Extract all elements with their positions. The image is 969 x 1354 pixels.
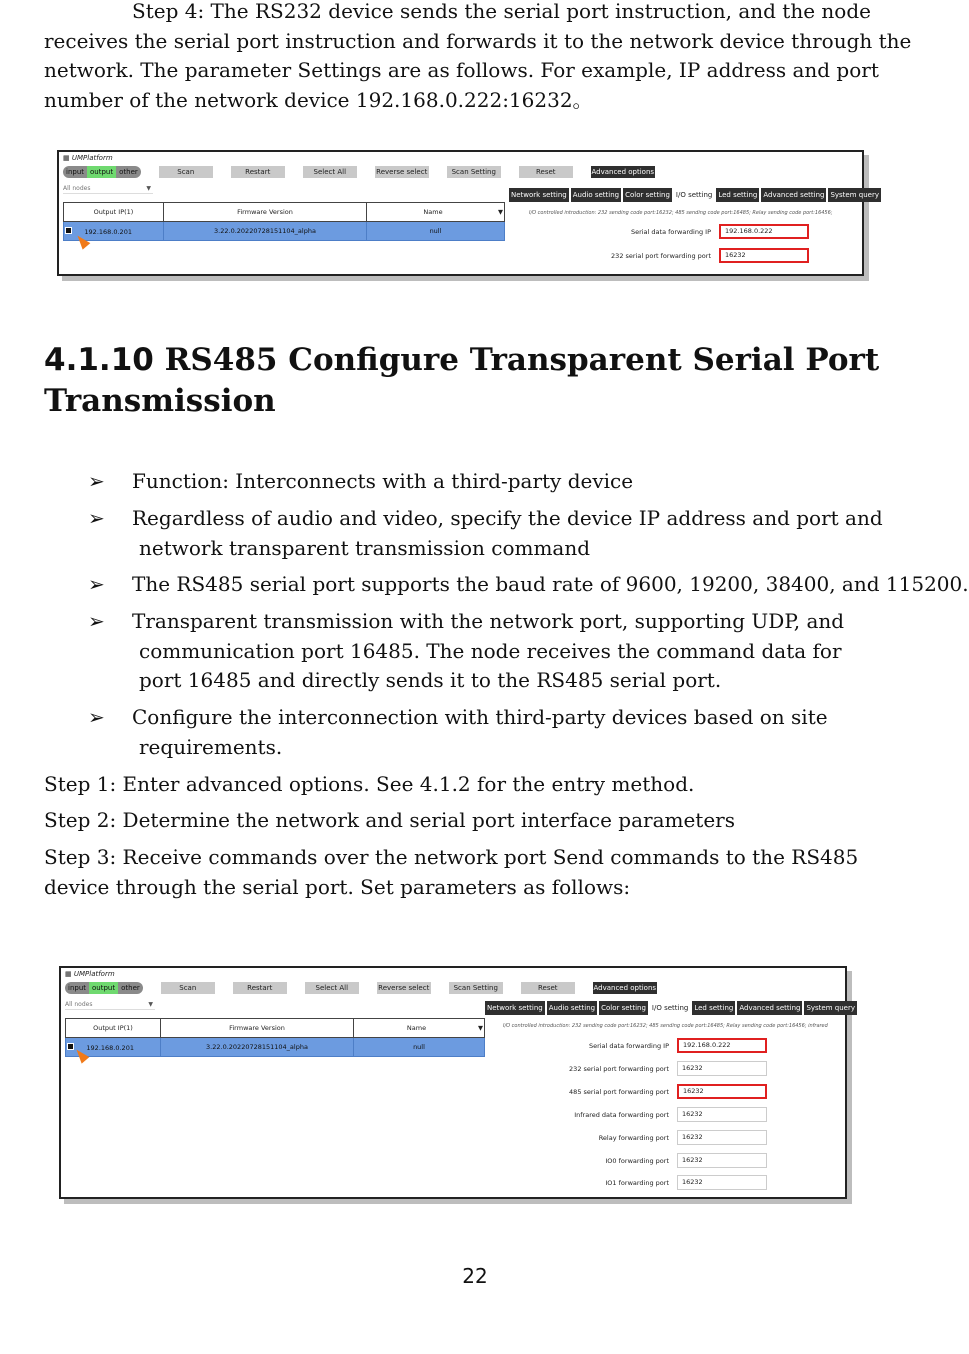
tab-advanced-setting[interactable]: Advanced setting bbox=[737, 1001, 802, 1015]
io1-port-row: IO1 forwarding port 16232 bbox=[527, 1175, 767, 1190]
column-header-name[interactable]: Name ▼ bbox=[367, 203, 505, 222]
settings-tabs bbox=[485, 1001, 859, 1015]
firmware-cell: 3.22.0.20220728151104_alpha bbox=[161, 1038, 354, 1057]
column-header-ip[interactable]: Output IP(1) bbox=[66, 1019, 161, 1038]
tab-io-setting[interactable]: I/O setting bbox=[650, 1001, 690, 1015]
arrow-bullet-icon: ➢ bbox=[88, 609, 105, 633]
port232-row: 232 serial port forwarding port 16232 bbox=[527, 1061, 767, 1076]
segment-input[interactable]: input bbox=[68, 984, 87, 992]
forward-ip-row: Serial data forwarding IP 192.168.0.222 bbox=[569, 224, 809, 239]
tab-audio-setting[interactable]: Audio setting bbox=[547, 1001, 597, 1015]
step1-text: Step 1: Enter advanced options. See 4.1.2 for the entry method. bbox=[44, 772, 695, 796]
arrow-bullet-icon: ➢ bbox=[88, 469, 105, 493]
column-header-name[interactable]: Name ▼ bbox=[354, 1019, 485, 1038]
node-table bbox=[65, 1018, 485, 1057]
forward-ip-input[interactable]: 192.168.0.222 bbox=[719, 224, 809, 239]
checkbox[interactable] bbox=[67, 1043, 74, 1050]
segment-output[interactable]: output bbox=[89, 982, 118, 994]
advanced-options-button[interactable]: Advanced options bbox=[593, 984, 657, 992]
port232-row: 232 serial port forwarding port 16232 bbox=[569, 248, 809, 263]
checkbox[interactable] bbox=[65, 227, 72, 234]
relay-port-input[interactable]: 16232 bbox=[677, 1130, 767, 1145]
select-all-button[interactable]: Select All bbox=[305, 982, 359, 994]
reverse-select-button[interactable]: Reverse select bbox=[376, 168, 428, 176]
tab-color-setting[interactable]: Color setting bbox=[623, 188, 672, 202]
tab-network-setting[interactable]: Network setting bbox=[509, 188, 569, 202]
bullet-item: ➢ The RS485 serial port supports the baud rate of 9600, 19200, 38400, and 115200. bbox=[88, 570, 958, 600]
select-all-button[interactable]: Select All bbox=[303, 166, 357, 178]
chevron-down-icon: ▼ bbox=[498, 208, 503, 216]
chevron-down-icon: ▼ bbox=[146, 185, 151, 192]
io-segment[interactable] bbox=[63, 166, 141, 178]
grid-icon: ▦ bbox=[65, 970, 72, 978]
screenshot-io-setting-2 bbox=[59, 966, 855, 1199]
port232-input[interactable]: 16232 bbox=[719, 248, 809, 263]
node-filter-select[interactable]: All nodes ▼ bbox=[63, 185, 151, 192]
forward-ip-row: Serial data forwarding IP 192.168.0.222 bbox=[527, 1038, 767, 1053]
chevron-down-icon: ▼ bbox=[478, 1024, 483, 1032]
restart-button[interactable]: Restart bbox=[233, 982, 287, 994]
column-header-firmware[interactable]: Firmware Version bbox=[164, 203, 367, 222]
io0-port-input[interactable]: 16232 bbox=[677, 1153, 767, 1168]
column-header-firmware[interactable]: Firmware Version bbox=[161, 1019, 354, 1038]
arrow-bullet-icon: ➢ bbox=[88, 705, 105, 729]
io-hint: I/O controlled introduction: 232 sending code port:16232; 485 sending code port:16485; Relay sending code port:16456; bbox=[529, 210, 833, 216]
tab-system-query[interactable]: System query bbox=[828, 188, 881, 202]
screenshot-io-setting-1 bbox=[57, 150, 879, 276]
scan-setting-button[interactable]: Scan Setting bbox=[447, 166, 501, 178]
port485-row: 485 serial port forwarding port 16232 bbox=[527, 1084, 767, 1099]
reset-button[interactable]: Reset bbox=[519, 166, 573, 178]
tab-network-setting[interactable]: Network setting bbox=[485, 1001, 545, 1015]
page-number: 22 bbox=[462, 1264, 488, 1288]
bullet-item: ➢ Function: Interconnects with a third-party device bbox=[88, 467, 918, 497]
table-row[interactable] bbox=[66, 1038, 485, 1057]
segment-other[interactable]: other bbox=[119, 168, 138, 176]
port485-input[interactable]: 16232 bbox=[677, 1084, 767, 1099]
ip-cell[interactable]: 192.168.0.201 bbox=[66, 1038, 161, 1057]
tab-led-setting[interactable]: Led setting bbox=[716, 188, 759, 202]
tab-system-query[interactable]: System query bbox=[804, 1001, 857, 1015]
io-segment[interactable] bbox=[65, 982, 143, 994]
io1-port-input[interactable]: 16232 bbox=[677, 1175, 767, 1190]
chevron-down-icon: ▼ bbox=[148, 1001, 153, 1008]
io-hint: I/O controlled introduction: 232 sending code port:16232; 485 sending code port:16485; Relay sending code port:16456; infrared bbox=[503, 1023, 828, 1029]
scan-button[interactable]: Scan bbox=[159, 166, 213, 178]
segment-output[interactable]: output bbox=[87, 166, 116, 178]
table-row[interactable] bbox=[64, 222, 505, 241]
firmware-cell: 3.22.0.20220728151104_alpha bbox=[164, 222, 367, 241]
tab-io-setting[interactable]: I/O setting bbox=[674, 188, 714, 202]
relay-port-row: Relay forwarding port 16232 bbox=[527, 1130, 767, 1145]
section-heading: 4.1.10 RS485 Configure Transparent Serial Port Transmission bbox=[44, 342, 880, 419]
bullet-item: ➢ Regardless of audio and video, specify the device IP address and port and network transparent transmission command bbox=[88, 506, 883, 560]
infrared-port-input[interactable]: 16232 bbox=[677, 1107, 767, 1122]
arrow-bullet-icon: ➢ bbox=[88, 506, 105, 530]
step4-text: Step 4: The RS232 device sends the serial port instruction, and the node receives the serial port instruction and forwards it to the network device through the network. The parameter Settings are as follows. For example, IP address and port number of the network device 192.168.0.222:16232。 bbox=[44, 0, 912, 112]
forward-ip-input[interactable]: 192.168.0.222 bbox=[677, 1038, 767, 1053]
advanced-options-button[interactable]: Advanced options bbox=[591, 168, 655, 176]
grid-icon: ▦ bbox=[63, 154, 70, 162]
step2-text: Step 2: Determine the network and serial port interface parameters bbox=[44, 808, 735, 832]
tab-led-setting[interactable]: Led setting bbox=[692, 1001, 735, 1015]
segment-input[interactable]: input bbox=[66, 168, 85, 176]
reset-button[interactable]: Reset bbox=[521, 982, 575, 994]
app-title: ▦ UMPlatform bbox=[63, 154, 113, 162]
segment-other[interactable]: other bbox=[121, 984, 140, 992]
scan-setting-button[interactable]: Scan Setting bbox=[449, 982, 503, 994]
infrared-port-row: Infrared data forwarding port 16232 bbox=[527, 1107, 767, 1122]
settings-tabs bbox=[509, 188, 883, 202]
name-cell: null bbox=[354, 1038, 485, 1057]
toolbar bbox=[63, 166, 673, 178]
name-cell: null bbox=[367, 222, 505, 241]
tab-color-setting[interactable]: Color setting bbox=[599, 1001, 648, 1015]
app-title: ▦ UMPlatform bbox=[65, 970, 115, 978]
node-filter-select[interactable]: All nodes ▼ bbox=[65, 1001, 153, 1008]
reverse-select-button[interactable]: Reverse select bbox=[378, 984, 430, 992]
io0-port-row: IO0 forwarding port 16232 bbox=[527, 1153, 767, 1168]
arrow-bullet-icon: ➢ bbox=[88, 572, 105, 596]
restart-button[interactable]: Restart bbox=[231, 166, 285, 178]
ip-cell[interactable]: 192.168.0.201 bbox=[64, 222, 164, 241]
step3-text: Step 3: Receive commands over the network port Send commands to the RS485 device through the serial port. Set parameters as follows: bbox=[44, 845, 859, 899]
node-table bbox=[63, 202, 505, 241]
tab-advanced-setting[interactable]: Advanced setting bbox=[761, 188, 826, 202]
tab-audio-setting[interactable]: Audio setting bbox=[571, 188, 621, 202]
scan-button[interactable]: Scan bbox=[161, 982, 215, 994]
port232-input[interactable]: 16232 bbox=[677, 1061, 767, 1076]
bullet-item: ➢ Configure the interconnection with third-party devices based on site requirements. bbox=[88, 705, 828, 759]
toolbar bbox=[65, 982, 675, 994]
bullet-item: ➢ Transparent transmission with the network port, supporting UDP, and communication port 16485. The node receives the command data for port 16485 and directly sends it to the RS485 serial port. bbox=[88, 609, 845, 692]
column-header-ip[interactable]: Output IP(1) bbox=[64, 203, 164, 222]
